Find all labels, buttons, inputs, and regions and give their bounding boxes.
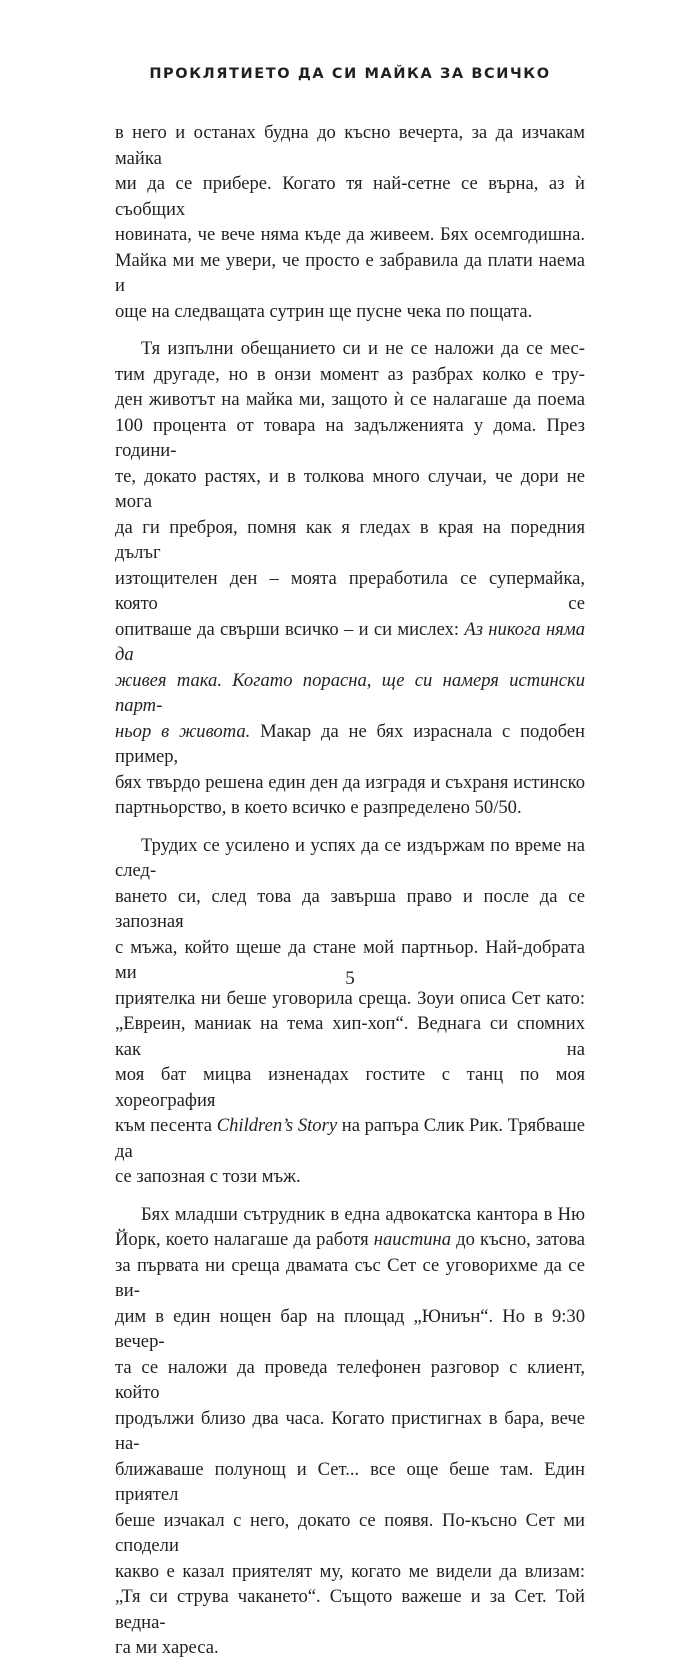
text-line: 100 процента от товара на задълженията у дома. През години- xyxy=(115,414,585,461)
text-line: тим другаде, но в онзи момент аз разбрах колко е тру- xyxy=(115,363,585,385)
text-line: ми да се прибере. Когато тя най-сетне се върна, аз ѝ съобщих xyxy=(115,173,585,220)
text-line: ближаваше полунощ и Сет... все още беше там. Един приятел xyxy=(115,1458,585,1505)
text-line: Тя изпълни обещанието си и не се наложи да се мес- xyxy=(141,338,585,359)
text-segment: опитваше да свърши всичко – и си мислех: xyxy=(115,618,465,640)
text-line: моя бат мицва изненадах гостите с танц по моя хореография xyxy=(115,1064,585,1111)
italic-segment: Аз никога няма да xyxy=(115,618,585,665)
text-line: ден животът на майка ми, защото ѝ се налагаше да поема xyxy=(115,389,585,410)
text-segment: до късно, затова xyxy=(451,1229,585,1250)
text-line: Майка ми ме увери, че просто е забравила да плати наема и xyxy=(115,249,585,296)
text-line: с мъжа, който щеше да стане мой партньор. Най-добрата ми xyxy=(115,936,585,983)
text-segment: Йорк, което налагаше да работя xyxy=(115,1229,374,1250)
text-line: още на следващата сутрин ще пусне чека по пощата. xyxy=(115,300,533,322)
text-line: „Евреин, маниак на тема хип-хоп“. Веднага си спомних как на xyxy=(115,1013,585,1060)
italic-segment: живея така. Когато порасна, ще си намеря истински парт- xyxy=(115,669,585,716)
text-line: продължи близо два часа. Когато пристигнах в бара, вече на- xyxy=(115,1407,585,1454)
text-line xyxy=(115,668,585,719)
text-line: партньорство, в което всичко е разпределено 50/50. xyxy=(115,797,522,818)
text-line: в него и останах будна до късно вечерта, за да изчакам майка xyxy=(115,122,585,169)
running-header: ПРОКЛЯТИЕТО ДА СИ МАЙКА ЗА ВСИЧКО xyxy=(149,66,551,82)
text-line: Трудих се усилено и успях да се издържам по време на след- xyxy=(115,834,585,881)
text-line: „Тя си струва чакането“. Същото важеше и за Сет. Той ведна- xyxy=(115,1586,585,1633)
text-line: да ги преброя, помня как я гледах в края на поредния дълъг xyxy=(115,516,585,563)
text-line xyxy=(115,1227,585,1253)
paragraph xyxy=(115,1202,585,1661)
text-line: новината, че вече няма къде да живеем. Бях осемгодишна. xyxy=(115,224,585,245)
paragraph xyxy=(115,336,585,821)
text-line: бях твърдо решена един ден да изградя и съхраня истинско xyxy=(115,771,585,793)
text-line: ването си, след това да завърша право и после да се запозная xyxy=(115,885,585,932)
text-line: се запозная с този мъж. xyxy=(115,1166,301,1187)
text-line: дим в един нощен бар на площад „Юниън“. Но в 9:30 вечер- xyxy=(115,1305,585,1352)
text-segment: Макар да не бях израснала с подобен пример, xyxy=(115,720,585,767)
text-line: та се наложи да проведа телефонен разговор с клиент, който xyxy=(115,1356,585,1403)
paragraph xyxy=(115,833,585,1190)
page-number: 5 xyxy=(345,968,355,989)
text-line: приятелка ни беше уговорила среща. Зоуи описа Сет като: xyxy=(115,987,585,1009)
italic-segment: наистина xyxy=(373,1229,452,1250)
text-line: Бях младши сътрудник в една адвокатска кантора в Ню xyxy=(141,1203,585,1225)
text-line: изтощителен ден – моята преработила се супермайка, която се xyxy=(115,567,585,614)
text-segment: към песента xyxy=(115,1115,217,1136)
text-line: какво е казал приятелят му, когато ме видели да влизам: xyxy=(115,1560,585,1582)
text-line xyxy=(115,1113,585,1164)
italic-segment: Children’s Story xyxy=(216,1115,338,1136)
text-line: га ми хареса. xyxy=(115,1637,219,1658)
text-line: беше изчакал с него, докато се появя. По-късно Сет ми сподели xyxy=(115,1509,585,1556)
text-line xyxy=(115,719,585,770)
text-line xyxy=(115,617,585,668)
italic-segment: ньор в живота. xyxy=(115,720,251,742)
text-line: те, докато растях, и в толкова много случаи, че дори не мога xyxy=(115,465,585,512)
text-segment: на рапъра Слик Рик. Трябваше да xyxy=(115,1115,585,1162)
body-text xyxy=(115,120,585,1673)
paragraph xyxy=(115,120,585,324)
text-line: за първата ни среща двамата със Сет се уговорихме да се ви- xyxy=(115,1254,585,1301)
